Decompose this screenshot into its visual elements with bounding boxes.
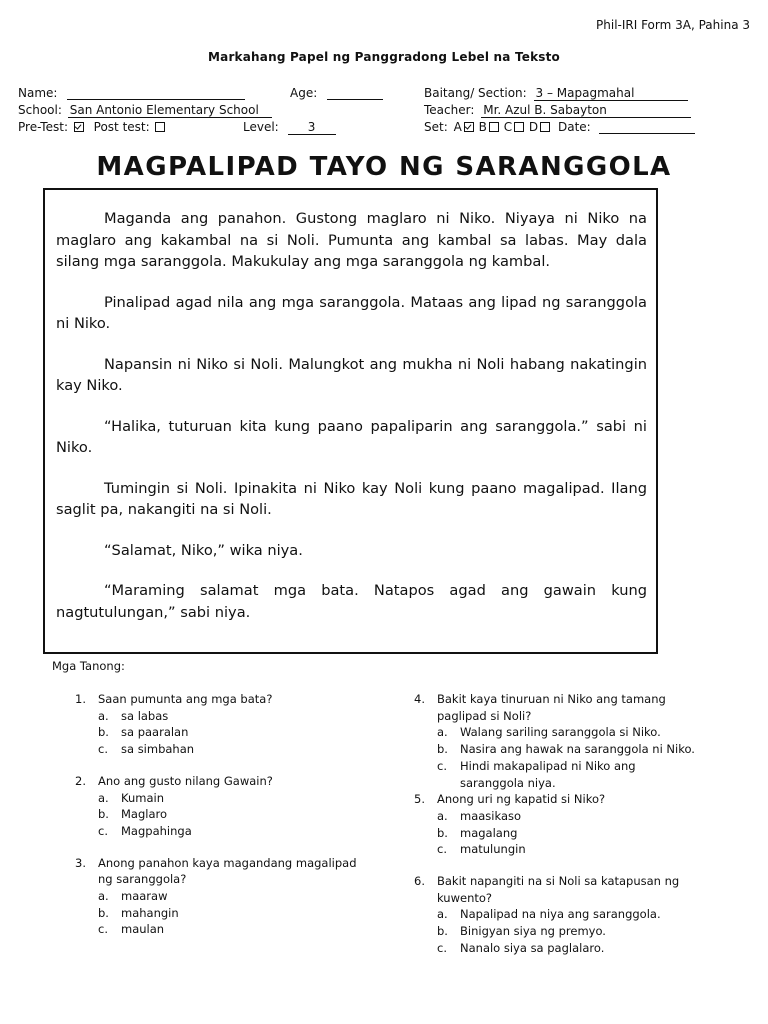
set-c-label: C: [503, 120, 513, 134]
school-label: School:: [18, 103, 62, 117]
option-letter: b.: [98, 905, 109, 920]
option-text: maasikaso: [460, 808, 522, 823]
answer-option[interactable]: [437, 741, 734, 758]
question-text: Bakit napangiti na si Noli sa katapusan ng kuwento?: [437, 874, 680, 905]
answer-option[interactable]: [98, 888, 375, 905]
option-letter: c.: [437, 940, 447, 955]
pretest-label: Pre-Test:: [18, 120, 68, 134]
option-letter: b.: [437, 924, 448, 939]
option-letter: a.: [98, 708, 109, 723]
option-text: Magpahinga: [121, 823, 192, 838]
option-letter: b.: [437, 825, 448, 840]
option-letter: a.: [437, 725, 448, 740]
option-letter: c.: [98, 823, 108, 838]
option-text: Nanalo siya sa paglalaro.: [460, 940, 605, 955]
name-input[interactable]: [67, 87, 245, 100]
option-text: matulungin: [460, 842, 526, 857]
question-text: Anong uri ng kapatid si Niko?: [437, 792, 606, 807]
teacher-label: Teacher:: [424, 103, 475, 117]
story-paragraph: “Maraming salamat mga bata. Natapos agad ang gawain kung nagtutulungan,” sabi niya.: [56, 582, 647, 621]
set-b-label: B: [478, 120, 487, 134]
option-text: Hindi makapalipad ni Niko ang saranggola niya.: [460, 758, 636, 790]
question-number: 1.: [75, 692, 86, 706]
option-letter: b.: [98, 807, 109, 822]
question-text: Ano ang gusto nilang Gawain?: [98, 773, 273, 788]
set-d-checkbox[interactable]: [540, 122, 550, 132]
question-item: [414, 873, 737, 906]
age-input[interactable]: [327, 87, 383, 100]
story-paragraph: “Halika, tuturuan kita kung paano papaliparin ang saranggola.” sabi ni Niko.: [56, 417, 647, 456]
option-text: Walang sariling saranggola si Niko.: [460, 725, 661, 740]
option-text: sa labas: [121, 708, 169, 723]
answer-option[interactable]: [437, 758, 680, 791]
option-text: Nasira ang hawak na saranggola ni Niko.: [460, 742, 695, 757]
test-type-field: [18, 120, 165, 134]
answer-option[interactable]: [437, 841, 734, 858]
option-text: Kumain: [121, 790, 164, 805]
level-value[interactable]: 3: [288, 120, 336, 135]
story-paragraph: Maganda ang panahon. Gustong maglaro ni Niko. Niyaya ni Niko na maglaro ang kakambal na si Noli. Pumunta ang kambal sa labas. May dala silang mga saranggola. Makukulay ang mga saranggola ng kambal.: [56, 210, 647, 270]
question-item: [75, 691, 375, 708]
answer-option[interactable]: [437, 940, 734, 957]
answer-option[interactable]: [437, 906, 734, 923]
answer-option[interactable]: [437, 808, 734, 825]
school-field: [18, 103, 272, 118]
option-text: Maglaro: [121, 807, 168, 822]
question-number: 6.: [414, 874, 425, 889]
set-a-checkbox[interactable]: [464, 122, 474, 132]
question-text: Bakit kaya tinuruan ni Niko ang tamang paglipad si Noli?: [437, 692, 666, 723]
question-number: 4.: [414, 692, 425, 706]
answer-option[interactable]: [98, 823, 375, 840]
story-title: MAGPALIPAD TAYO NG SARANGGOLA: [96, 152, 672, 182]
date-label: Date:: [557, 120, 591, 134]
set-label: Set:: [424, 120, 448, 134]
name-label: Name:: [18, 86, 58, 100]
option-text: sa simbahan: [121, 742, 195, 757]
grade-value[interactable]: 3 – Mapagmahal: [534, 86, 688, 101]
option-letter: b.: [98, 725, 109, 740]
grade-field: [424, 86, 688, 101]
option-text: maaraw: [121, 889, 168, 904]
answer-option[interactable]: [437, 724, 734, 741]
set-c-checkbox[interactable]: [514, 122, 524, 132]
option-text: Binigyan siya ng premyo.: [460, 924, 606, 939]
option-text: magalang: [460, 825, 518, 840]
level-label: Level:: [243, 120, 279, 134]
questions-left-column: [75, 691, 375, 938]
document-title: Markahang Papel ng Panggradong Lebel na Teksto: [208, 50, 560, 64]
option-text: mahangin: [121, 905, 179, 920]
option-letter: a.: [437, 808, 448, 823]
questions-heading: Mga Tanong:: [52, 659, 125, 673]
question-number: 3.: [75, 855, 86, 870]
story-paragraph: Pinalipad agad nila ang mga saranggola. Mataas ang lipad ng saranggola ni Niko.: [56, 293, 647, 332]
option-letter: c.: [437, 758, 447, 773]
answer-option[interactable]: [98, 790, 375, 807]
option-letter: b.: [437, 742, 448, 757]
option-text: Napalipad na niya ang saranggola.: [460, 907, 661, 922]
question-item: [75, 855, 368, 888]
option-text: sa paaralan: [121, 725, 189, 740]
answer-option[interactable]: [98, 921, 375, 938]
question-text: Anong panahon kaya magandang magalipad ng saranggola?: [98, 855, 357, 887]
option-letter: c.: [437, 842, 447, 857]
school-value[interactable]: San Antonio Elementary School: [68, 103, 272, 118]
set-d-label: D: [528, 120, 539, 134]
set-b-checkbox[interactable]: [489, 122, 499, 132]
story-paragraph: Napansin ni Niko si Noli. Malungkot ang mukha ni Noli habang nakatingin kay Niko.: [56, 355, 647, 394]
age-field: [290, 86, 383, 100]
question-item: [414, 691, 702, 724]
set-field: [424, 120, 695, 134]
question-number: 2.: [75, 773, 86, 788]
teacher-field: [424, 103, 691, 118]
option-letter: c.: [98, 922, 108, 937]
story-paragraph: Tumingin si Noli. Ipinakita ni Niko kay Noli kung paano magalipad. Ilang saglit pa, nakangiti na si Noli.: [56, 479, 647, 518]
pretest-checkbox[interactable]: [74, 122, 84, 132]
date-input[interactable]: [599, 121, 695, 134]
questions-right-column: [414, 691, 734, 957]
story-passage: [43, 188, 658, 654]
option-letter: a.: [437, 907, 448, 922]
option-text: maulan: [121, 922, 165, 937]
option-letter: c.: [98, 742, 108, 757]
set-a-label: A: [453, 120, 462, 134]
story-paragraph: “Salamat, Niko,” wika niya.: [104, 541, 303, 559]
question-number: 5.: [414, 792, 425, 807]
answer-option[interactable]: [437, 923, 734, 940]
question-item: [75, 773, 375, 790]
name-field: [18, 86, 245, 100]
teacher-value[interactable]: Mr. Azul B. Sabayton: [481, 103, 691, 118]
answer-option[interactable]: [98, 724, 375, 741]
answer-option[interactable]: [98, 806, 375, 823]
answer-option[interactable]: [98, 905, 375, 922]
question-item: [414, 791, 734, 808]
answer-option[interactable]: [98, 708, 375, 725]
form-id: Phil-IRI Form 3A, Pahina 3: [596, 18, 750, 32]
question-text: Saan pumunta ang mga bata?: [98, 692, 273, 706]
grade-label: Baitang/ Section:: [424, 86, 527, 100]
option-letter: a.: [98, 889, 109, 904]
answer-option[interactable]: [98, 741, 375, 758]
age-label: Age:: [290, 86, 318, 100]
level-field: [243, 120, 336, 135]
posttest-label: Post test:: [93, 120, 150, 134]
answer-option[interactable]: [437, 825, 734, 842]
posttest-checkbox[interactable]: [155, 122, 165, 132]
option-letter: a.: [98, 790, 109, 805]
